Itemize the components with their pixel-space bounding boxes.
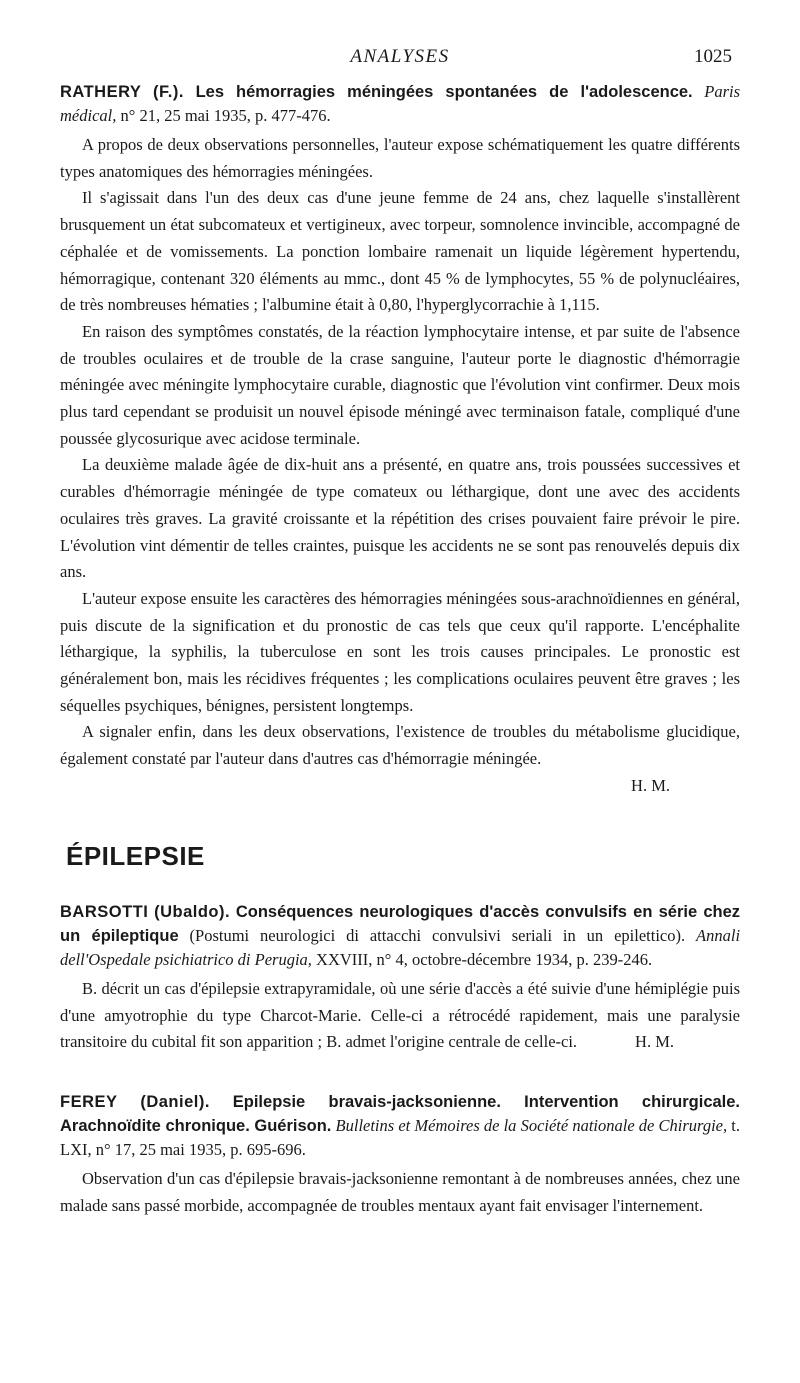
article-title: Les hémorragies méningées spontanées de l'adolescence. bbox=[195, 83, 693, 101]
abstract-paragraph: Observation d'un cas d'épilepsie bravais-jacksonienne remontant à de nombreuses années, chez une malade sans passé morbide, accompagnée de troubles mentaux ayant fait envisager l'internement. bbox=[60, 1168, 740, 1215]
original-title: (Postumi neurologici di attacchi convulsivi seriali in un epilettico). bbox=[189, 925, 686, 945]
abstract-text: B. décrit un cas d'épilepsie extrapyramidale, où une série d'accès a été suivie d'une hémiplégie puis d'une amyotrophie du type Charcot-Marie. Celle-ci a rétrocédé rapidement, mais une paralysie transitoire du cubital fit son apparition ; B. admet l'origine centrale de celle-ci. bbox=[60, 978, 740, 1052]
content bbox=[60, 80, 740, 1219]
author-name: BARSOTTI bbox=[60, 902, 149, 921]
section-heading: ÉPILEPSIE bbox=[66, 840, 205, 871]
author-name: RATHERY bbox=[60, 83, 142, 101]
abstract-paragraph: La deuxième malade âgée de dix-huit ans a présenté, en quatre ans, trois poussées successives et curables d'hémorragie méningée de type comateux ou léthargique, dont une avec des accidents oculaires très graves. La gravité croissante et la répétition des crises pouvaient faire prévoir le pire. L'évolution vint démentir de telles craintes, puisque les accidents ne se sont pas renouvelés depuis dix ans. bbox=[60, 455, 740, 582]
citation: XXVIII, n° 4, octobre-décembre 1934, p. 239-246. bbox=[316, 949, 653, 969]
entry-heading bbox=[60, 900, 740, 972]
abstract-paragraph bbox=[60, 976, 740, 1056]
article-title: Conséquences neurologiques d'accès convulsifs en série chez un épileptique bbox=[60, 902, 741, 945]
entry-barsotti bbox=[60, 900, 740, 1056]
page-number: 1025 bbox=[694, 46, 732, 67]
article-title: Epilepsie bravais-jacksonienne. Intervention chirurgicale. Arachnoïdite chronique. Guérison. bbox=[60, 1092, 741, 1135]
running-head bbox=[60, 46, 740, 70]
entry-heading bbox=[60, 1090, 740, 1162]
entry-rathery bbox=[60, 80, 740, 799]
entry-heading bbox=[60, 80, 740, 128]
author-initials: (F.). bbox=[153, 83, 184, 101]
abstract-paragraph: L'auteur expose ensuite les caractères des hémorragies méningées sous-arachnoïdiennes en général, puis discute de la signification et du pronostic de cas tels que ceux qu'il rapporte. L'encéphalite léthargique, la syphilis, la tuberculose en sont les trois causes principales. Le pronostic est généralement bon, mais les récidives fréquentes ; les complications oculaires peuvent être graves ; les séquelles psychiques, bénignes, persistent longtemps. bbox=[60, 588, 740, 715]
journal-name: Paris médical, bbox=[60, 82, 741, 125]
abstract-paragraph: Il s'agissait dans l'un des deux cas d'une jeune femme de 24 ans, chez laquelle s'installèrent brusquement un état subcomateux et vertigineux, avec torpeur, somnolence invincible, accompagné de céphalée et de vomissements. La ponction lombaire ramenait un liquide légèrement hypertendu, hémorragique, contenant 320 éléments au mmc., dont 45 % de lymphocytes, 55 % de polynucléaires, de très nombreuses hématies ; l'albumine était à 0,80, l'hyperglycorrachie à 1,115. bbox=[60, 188, 740, 315]
author-name: FEREY bbox=[60, 1092, 118, 1111]
entry-ferey bbox=[60, 1090, 740, 1219]
spacer bbox=[60, 1056, 740, 1090]
citation: t. LXI, n° 17, 25 mai 1935, p. 695-696. bbox=[60, 1115, 740, 1159]
journal-name: Annali dell'Ospedale psichiatrico di Perugia, bbox=[60, 925, 741, 969]
abstract-paragraph: En raison des symptômes constatés, de la réaction lymphocytaire intense, et par suite de l'absence de troubles oculaires et de trouble de la crase sanguine, l'auteur porte le diagnostic d'hémorragie méningée avec méningite lymphocytaire curable, diagnostic que l'évolution vint confirmer. Deux mois plus tard cependant se produisit un nouvel épisode méningé avec terminaison fatale, compliqué d'une poussée glycosurique avec acidose terminale. bbox=[60, 321, 740, 448]
author-initials: (Ubaldo). bbox=[154, 902, 231, 921]
abstract-paragraph: A propos de deux observations personnelles, l'auteur expose schématiquement les quatre différents types anatomiques des hémorragies méningées. bbox=[60, 135, 740, 181]
running-title: ANALYSES bbox=[350, 46, 450, 67]
author-initials: (Daniel). bbox=[140, 1092, 210, 1111]
journal-name: Bulletins et Mémoires de la Société nationale de Chirurgie, bbox=[335, 1115, 728, 1135]
abstract-paragraph: A signaler enfin, dans les deux observations, l'existence de troubles du métabolisme glucidique, également constaté par l'auteur dans d'autres cas d'hémorragie méningée. bbox=[60, 722, 740, 769]
citation: n° 21, 25 mai 1935, p. 477-476. bbox=[120, 106, 331, 125]
reviewer-signature: H. M. bbox=[631, 775, 670, 795]
reviewer-signature: H. M. bbox=[635, 1032, 674, 1052]
